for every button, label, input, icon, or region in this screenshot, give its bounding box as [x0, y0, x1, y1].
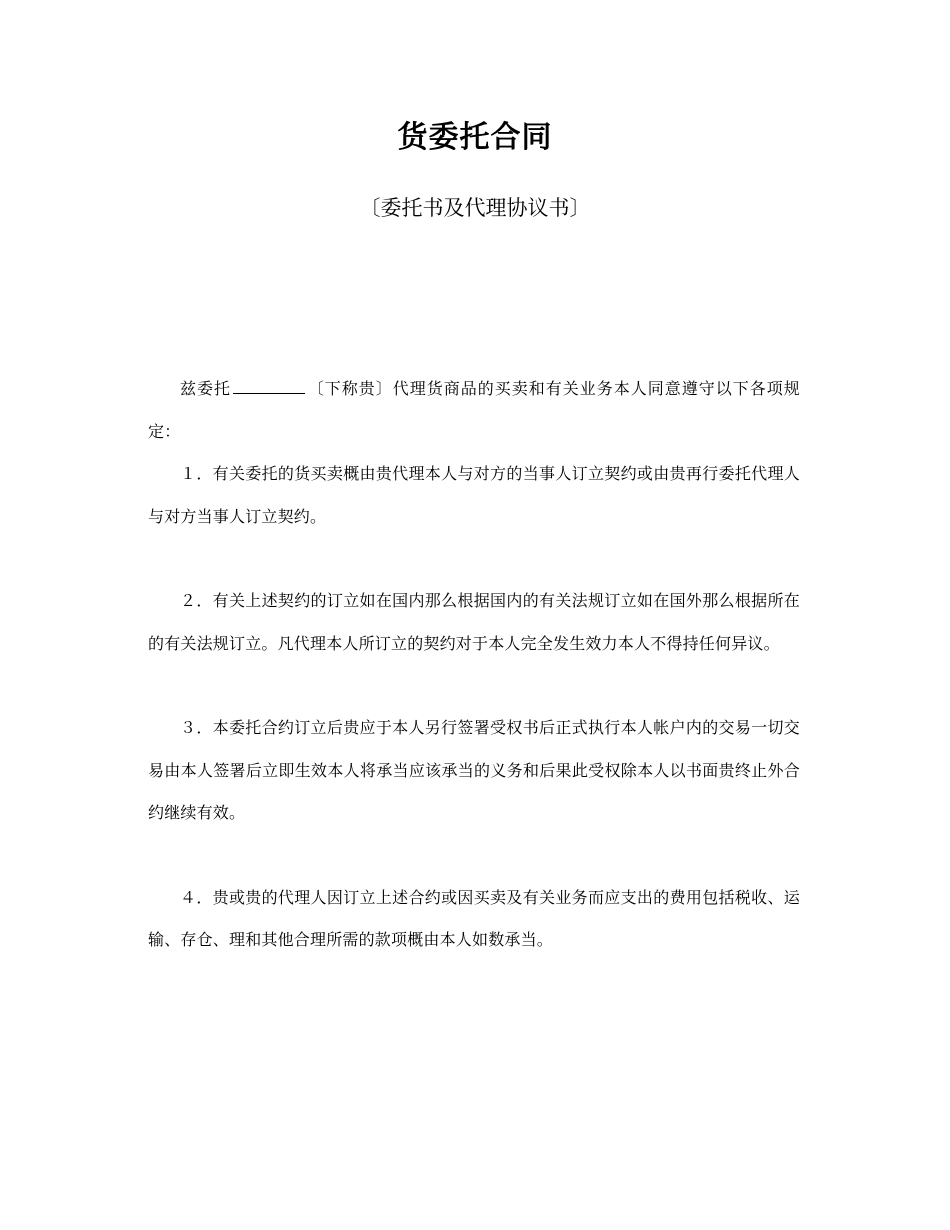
clause-1	[148, 453, 800, 538]
intro-text-before-blank: 兹委托	[180, 379, 231, 398]
clause-2	[148, 580, 800, 665]
clause-number: １．	[180, 464, 213, 483]
clause-text: 有关上述契约的订立如在国内那么根据国内的有关法规订立如在国外那么根据所在的有关法规订立。凡代理本人所订立的契约对于本人完全发生效力本人不得持任何异议。	[148, 591, 800, 653]
document-body	[148, 368, 800, 962]
clause-text: 本委托合约订立后贵应于本人另行签署受权书后正式执行本人帐户内的交易一切交易由本人签署后立即生效本人将承当应该承当的义务和后果此受权除本人以书面贵终止外合约继续有效。	[148, 718, 800, 822]
clause-3	[148, 707, 800, 835]
clause-text: 有关委托的货买卖概由贵代理本人与对方的当事人订立契约或由贵再行委托代理人与对方当事人订立契约。	[148, 464, 800, 526]
clause-number: ２．	[180, 591, 213, 610]
clause-number: ４．	[180, 887, 213, 907]
clause-text: 贵或贵的代理人因订立上述合约或因买卖及有关业务而应支出的费用包括税收、运输、存仓、理和其他合理所需的款项概由本人如数承当。	[148, 887, 800, 949]
clause-number: ３．	[180, 718, 213, 737]
document-subtitle: 〔委托书及代理协议书〕	[359, 196, 591, 220]
delegate-name-blank	[233, 378, 305, 394]
intro-text-after-blank: 〔下称贵〕代理货商品的买卖和有关业务本人同意遵守以下各项规定：	[148, 379, 800, 441]
intro-paragraph	[148, 368, 800, 453]
document-title: 货委托合同	[397, 120, 553, 155]
clause-4	[148, 877, 800, 962]
